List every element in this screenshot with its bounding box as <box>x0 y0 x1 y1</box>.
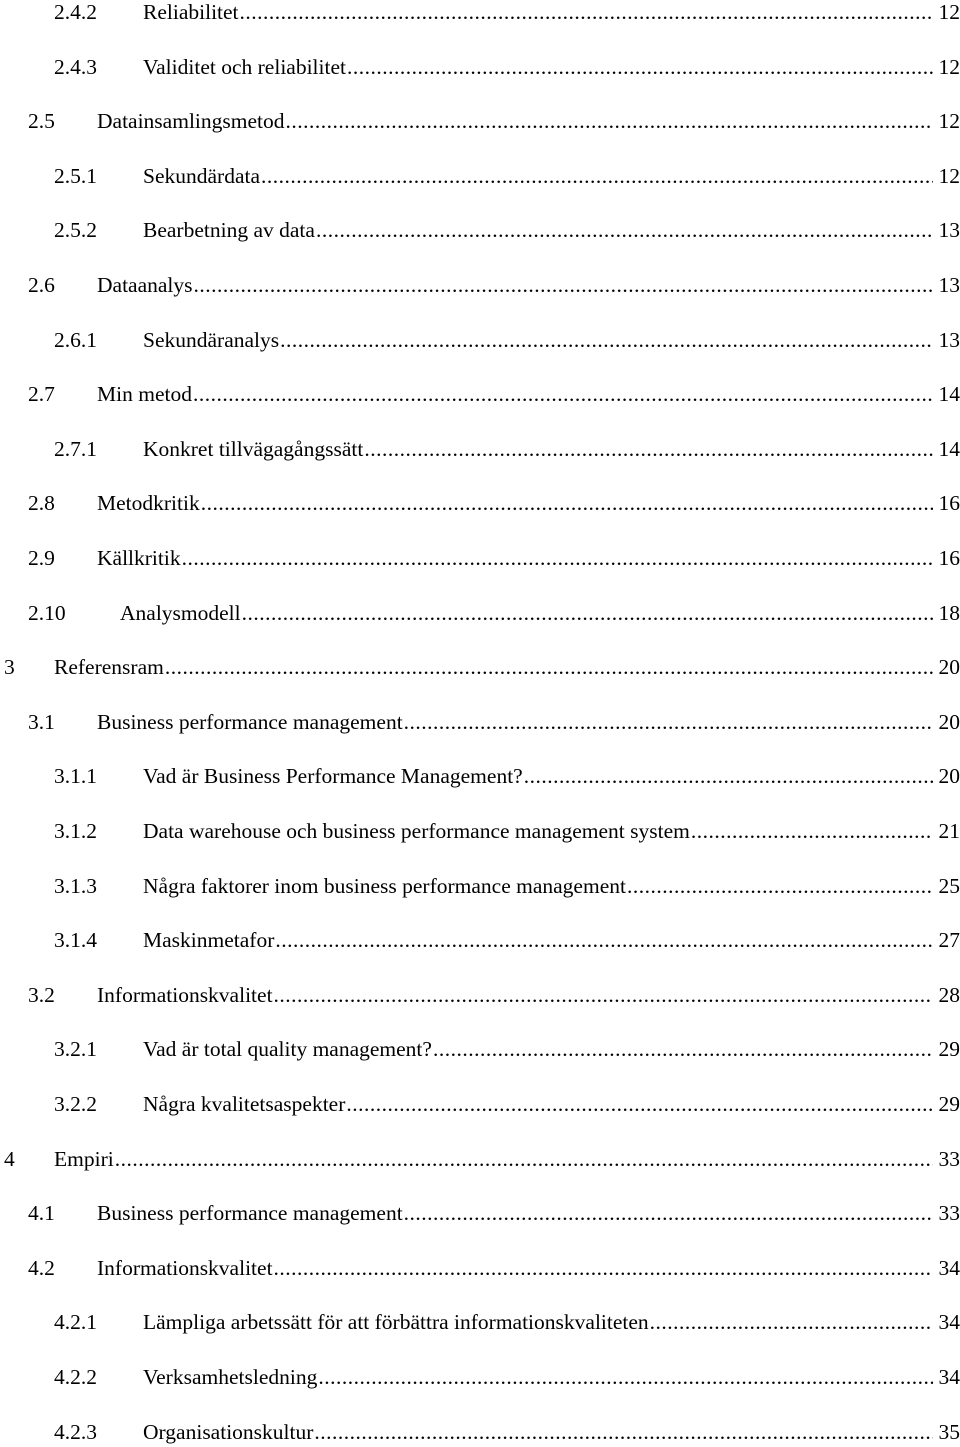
toc-entry-title: Min metod <box>97 379 193 409</box>
toc-entry-title: Sekundäranalys <box>143 325 280 355</box>
toc-entry-page-number: 14 <box>933 434 960 464</box>
toc-entry-number: 4.2 <box>28 1253 55 1283</box>
toc-dot-leader <box>318 1362 932 1392</box>
toc-entry-page-number: 25 <box>933 871 960 901</box>
toc-entry-title: Analysmodell <box>120 598 242 628</box>
toc-entry-number: 4.1 <box>28 1198 55 1228</box>
toc-entry-link[interactable] <box>54 652 960 682</box>
toc-entry-title: Informationskvalitet <box>97 980 274 1010</box>
toc-entry-number: 2.6 <box>28 270 55 300</box>
toc-dot-leader <box>650 1307 933 1337</box>
toc-dot-leader <box>404 707 933 737</box>
toc-entry-link[interactable] <box>97 543 960 573</box>
toc-entry-number: 4.2.2 <box>54 1362 97 1392</box>
toc-entry-number: 2.7 <box>28 379 55 409</box>
toc-entry-page-number: 12 <box>933 52 960 82</box>
toc-entry-link[interactable] <box>143 0 960 27</box>
toc-dot-leader <box>275 925 932 955</box>
toc-entry-number: 2.9 <box>28 543 55 573</box>
toc-dot-leader <box>691 816 933 846</box>
toc-entry-title: Reliabilitet <box>143 0 240 27</box>
toc-entry[interactable] <box>0 488 960 518</box>
toc-dot-leader <box>433 1034 933 1064</box>
toc-dot-leader <box>242 598 933 628</box>
toc-entry[interactable] <box>0 325 960 355</box>
toc-entry[interactable] <box>0 106 960 136</box>
toc-entry-link[interactable] <box>143 161 960 191</box>
toc-entry-page-number: 21 <box>933 816 960 846</box>
toc-entry-number: 3.1.4 <box>54 925 97 955</box>
toc-entry-number: 2.5.2 <box>54 215 97 245</box>
toc-entry-link[interactable] <box>97 1253 960 1283</box>
toc-entry-link[interactable] <box>54 1144 960 1174</box>
toc-entry-page-number: 29 <box>933 1089 960 1119</box>
toc-entry-title: Konkret tillvägagångssätt <box>143 434 364 464</box>
toc-entry-title: Sekundärdata <box>143 161 261 191</box>
toc-entry-link[interactable] <box>143 325 960 355</box>
toc-entry-link[interactable] <box>143 871 960 901</box>
toc-entry[interactable] <box>0 761 960 791</box>
toc-entry[interactable] <box>0 871 960 901</box>
toc-dot-leader <box>240 0 933 27</box>
toc-dot-leader <box>627 871 933 901</box>
toc-entry[interactable] <box>0 270 960 300</box>
toc-entry-title: Verksamhetsledning <box>143 1362 318 1392</box>
toc-entry-page-number: 20 <box>933 761 960 791</box>
toc-entry[interactable] <box>0 816 960 846</box>
toc-entry[interactable] <box>0 1144 960 1174</box>
toc-dot-leader <box>404 1198 933 1228</box>
toc-entry[interactable] <box>0 598 960 628</box>
toc-entry-link[interactable] <box>97 379 960 409</box>
toc-dot-leader <box>261 161 932 191</box>
toc-entry-title: Lämpliga arbetssätt för att förbättra informationskvaliteten <box>143 1307 650 1337</box>
toc-entry-number: 2.10 <box>28 598 66 628</box>
toc-dot-leader <box>115 1144 933 1174</box>
toc-entry-page-number: 28 <box>933 980 960 1010</box>
toc-entry-number: 2.4.2 <box>54 0 97 27</box>
toc-dot-leader <box>182 543 933 573</box>
toc-entry-number: 4 <box>4 1144 15 1174</box>
toc-entry-page-number: 13 <box>933 270 960 300</box>
toc-entry-number: 4.2.1 <box>54 1307 97 1337</box>
toc-entry-number: 3.1.3 <box>54 871 97 901</box>
toc-entry-title: Vad är Business Performance Management? <box>143 761 524 791</box>
toc-dot-leader <box>346 1089 932 1119</box>
toc-entry-title: Referensram <box>54 652 165 682</box>
toc-dot-leader <box>274 1253 933 1283</box>
toc-entry-page-number: 16 <box>933 488 960 518</box>
toc-entry-link[interactable] <box>143 1417 960 1447</box>
toc-dot-leader <box>280 325 932 355</box>
toc-entry-link[interactable] <box>143 215 960 245</box>
toc-entry-page-number: 12 <box>933 106 960 136</box>
toc-entry-page-number: 35 <box>933 1417 960 1447</box>
toc-entry-title: Datainsamlingsmetod <box>97 106 286 136</box>
toc-entry-link[interactable] <box>143 925 960 955</box>
toc-entry-title: Informationskvalitet <box>97 1253 274 1283</box>
toc-entry-number: 3.1.2 <box>54 816 97 846</box>
toc-entry-link[interactable] <box>143 52 960 82</box>
toc-entry-page-number: 14 <box>933 379 960 409</box>
toc-entry[interactable] <box>0 1417 960 1447</box>
toc-entry-title: Business performance management <box>97 1198 404 1228</box>
toc-dot-leader <box>314 1417 932 1447</box>
toc-entry-page-number: 20 <box>933 707 960 737</box>
toc-entry-title: Metodkritik <box>97 488 201 518</box>
toc-entry-title: Källkritik <box>97 543 182 573</box>
toc-entry[interactable] <box>0 0 960 27</box>
toc-entry-link[interactable] <box>143 1034 960 1064</box>
toc-entry-page-number: 13 <box>933 215 960 245</box>
toc-entry-link[interactable] <box>97 707 960 737</box>
toc-entry-number: 2.7.1 <box>54 434 97 464</box>
toc-entry-number: 2.5.1 <box>54 161 97 191</box>
toc-entry-number: 2.6.1 <box>54 325 97 355</box>
toc-entry[interactable] <box>0 1034 960 1064</box>
toc-entry-page-number: 16 <box>933 543 960 573</box>
toc-entry-page-number: 29 <box>933 1034 960 1064</box>
toc-entry-number: 3.1 <box>28 707 55 737</box>
toc-entry[interactable] <box>0 652 960 682</box>
toc-entry-link[interactable] <box>143 761 960 791</box>
toc-entry-link[interactable] <box>143 1089 960 1119</box>
toc-dot-leader <box>364 434 932 464</box>
toc-entry-number: 3.2 <box>28 980 55 1010</box>
toc-entry-page-number: 12 <box>933 161 960 191</box>
toc-entry-link[interactable] <box>97 980 960 1010</box>
toc-entry-link[interactable] <box>143 1362 960 1392</box>
toc-entry-page-number: 12 <box>933 0 960 27</box>
toc-entry-link[interactable] <box>97 270 960 300</box>
toc-entry[interactable] <box>0 980 960 1010</box>
toc-entry[interactable] <box>0 925 960 955</box>
toc-entry-page-number: 34 <box>933 1307 960 1337</box>
toc-entry[interactable] <box>0 215 960 245</box>
toc-entry-page-number: 13 <box>933 325 960 355</box>
toc-entry-link[interactable] <box>97 106 960 136</box>
toc-entry-number: 3.2.2 <box>54 1089 97 1119</box>
toc-dot-leader <box>194 270 933 300</box>
toc-dot-leader <box>316 215 933 245</box>
toc-entry-page-number: 20 <box>933 652 960 682</box>
toc-entry-number: 3.1.1 <box>54 761 97 791</box>
toc-entry[interactable] <box>0 434 960 464</box>
toc-entry-link[interactable] <box>120 598 960 628</box>
toc-entry-page-number: 33 <box>933 1144 960 1174</box>
toc-entry-number: 2.8 <box>28 488 55 518</box>
toc-entry-title: Maskinmetafor <box>143 925 275 955</box>
toc-entry-title: Några kvalitetsaspekter <box>143 1089 346 1119</box>
toc-dot-leader <box>524 761 933 791</box>
toc-dot-leader <box>286 106 933 136</box>
toc-entry-link[interactable] <box>143 1307 960 1337</box>
toc-entry-title: Validitet och reliabilitet <box>143 52 347 82</box>
toc-entry-title: Bearbetning av data <box>143 215 316 245</box>
toc-entry[interactable] <box>0 1362 960 1392</box>
toc-entry-page-number: 18 <box>933 598 960 628</box>
toc-entry[interactable] <box>0 1089 960 1119</box>
toc-entry-title: Data warehouse och business performance management system <box>143 816 691 846</box>
toc-entry-number: 2.5 <box>28 106 55 136</box>
toc-entry-page-number: 34 <box>933 1253 960 1283</box>
toc-entry-title: Organisationskultur <box>143 1417 314 1447</box>
toc-entry[interactable] <box>0 1253 960 1283</box>
toc-entry-title: Vad är total quality management? <box>143 1034 433 1064</box>
toc-entry-number: 4.2.3 <box>54 1417 97 1447</box>
toc-entry[interactable] <box>0 1198 960 1228</box>
toc-entry-title: Business performance management <box>97 707 404 737</box>
toc-entry-title: Empiri <box>54 1144 115 1174</box>
toc-entry-link[interactable] <box>97 488 960 518</box>
toc-entry[interactable] <box>0 52 960 82</box>
toc-entry[interactable] <box>0 379 960 409</box>
toc-entry-title: Några faktorer inom business performance management <box>143 871 627 901</box>
toc-dot-leader <box>274 980 933 1010</box>
toc-dot-leader <box>347 52 933 82</box>
toc-dot-leader <box>201 488 933 518</box>
toc-entry-number: 3.2.1 <box>54 1034 97 1064</box>
toc-entry-number: 2.4.3 <box>54 52 97 82</box>
toc-entry-page-number: 34 <box>933 1362 960 1392</box>
toc-entry-link[interactable] <box>97 1198 960 1228</box>
toc-entry-link[interactable] <box>143 816 960 846</box>
toc-entry[interactable] <box>0 543 960 573</box>
toc-entry-page-number: 27 <box>933 925 960 955</box>
toc-entry-link[interactable] <box>143 434 960 464</box>
toc-entry-page-number: 33 <box>933 1198 960 1228</box>
toc-entry[interactable] <box>0 161 960 191</box>
toc-entry[interactable] <box>0 1307 960 1337</box>
toc-dot-leader <box>165 652 933 682</box>
toc-entry[interactable] <box>0 707 960 737</box>
toc-entry-title: Dataanalys <box>97 270 194 300</box>
toc-entry-number: 3 <box>4 652 15 682</box>
toc-dot-leader <box>193 379 933 409</box>
